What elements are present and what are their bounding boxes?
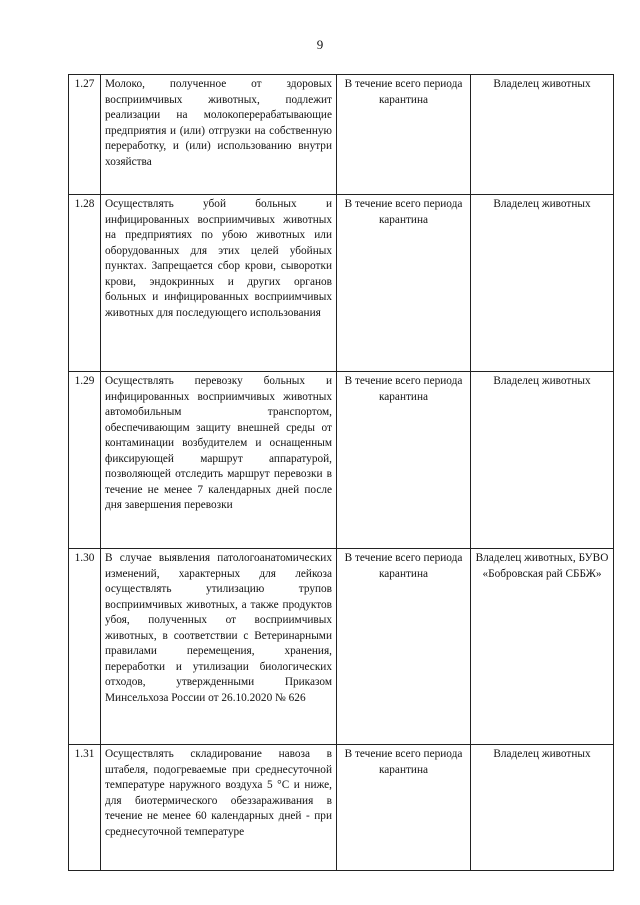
measure-responsible: Владелец животных	[471, 372, 614, 549]
row-number: 1.31	[69, 745, 101, 871]
table-row	[69, 549, 614, 745]
measure-responsible: Владелец животных	[471, 195, 614, 372]
table-row	[69, 195, 614, 372]
row-number: 1.29	[69, 372, 101, 549]
measure-term: В течение всего периода карантина	[337, 745, 471, 871]
measure-term: В течение всего периода карантина	[337, 549, 471, 745]
measure-term: В течение всего периода карантина	[337, 372, 471, 549]
row-number: 1.28	[69, 195, 101, 372]
measure-text: Осуществлять перевозку больных и инфицированных восприимчивых животных автомобильным транспортом, обеспечивающим защиту внешней среды от контаминации возбудителем и оснащенным фиксирующей маршрут аппаратурой, позволяющей отследить маршрут перевозки в течение не менее 7 календарных дней после дня завершения перевозки	[101, 372, 337, 549]
measure-text: В случае выявления патологоанатомических изменений, характерных для лейкоза осуществлять утилизацию трупов восприимчивых животных, а также продуктов убоя, полученных от восприимчивых животных, в соответствии с Ветеринарными правилами перемещения, хранения, переработки и утилизации биологических отходов, утвержденными Приказом Минсельхоза России от 26.10.2020 № 626	[101, 549, 337, 745]
row-number: 1.27	[69, 75, 101, 195]
table-row	[69, 745, 614, 871]
row-number: 1.30	[69, 549, 101, 745]
table-row	[69, 372, 614, 549]
measure-text: Осуществлять складирование навоза в штабеля, подогреваемые при среднесуточной температуре наружного воздуха 5 °С и ниже, для биотермического обеззараживания в течение не менее 60 календарных дней - при среднесуточной температуре	[101, 745, 337, 871]
measure-responsible: Владелец животных	[471, 745, 614, 871]
measures-table	[68, 74, 614, 871]
measure-term: В течение всего периода карантина	[337, 75, 471, 195]
measure-text: Осуществлять убой больных и инфицированных восприимчивых животных на предприятиях по убою животных или оборудованных для этих целей убойных пунктах. Запрещается сбор крови, сыворотки крови, эндокринных и других органов больных и инфицированных восприимчивых животных для последующего использования	[101, 195, 337, 372]
page-number: 9	[316, 37, 324, 52]
table-row	[69, 75, 614, 195]
measure-term: В течение всего периода карантина	[337, 195, 471, 372]
measure-responsible: Владелец животных	[471, 75, 614, 195]
measure-responsible: Владелец животных, БУВО «Бобровская рай СББЖ»	[471, 549, 614, 745]
measure-text: Молоко, полученное от здоровых восприимчивых животных, подлежит реализации на молокоперерабатывающие предприятия и (или) отгрузки на собственную переработку, и (или) использованию внутри хозяйства	[101, 75, 337, 195]
